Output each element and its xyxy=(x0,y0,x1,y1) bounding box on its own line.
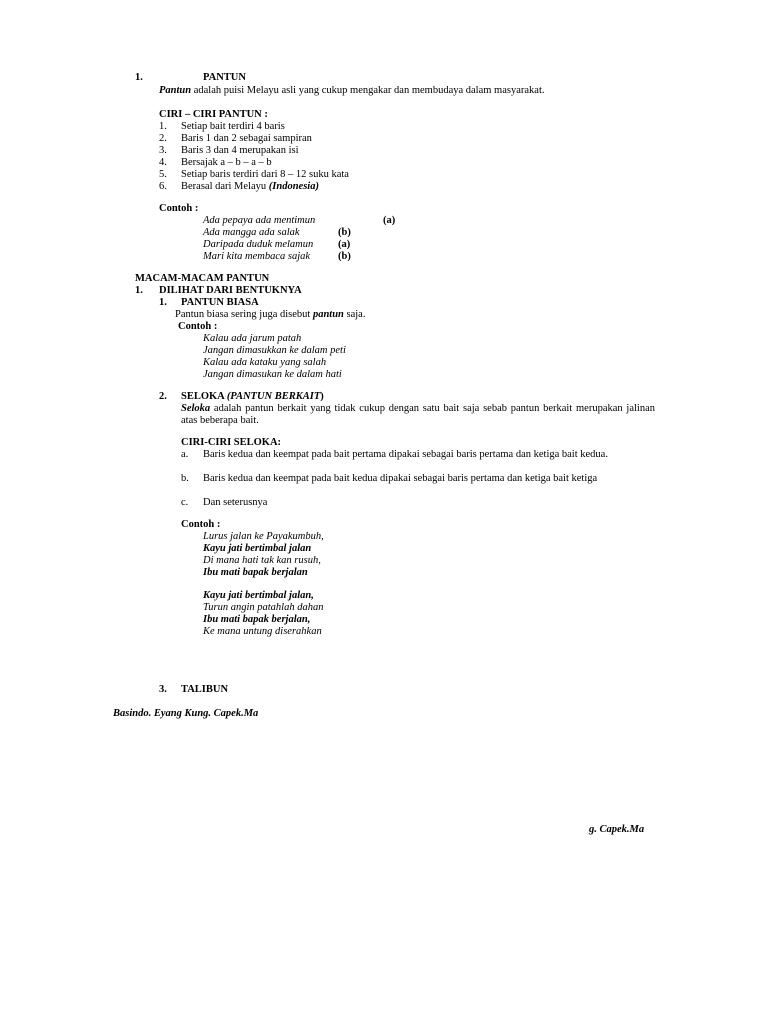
ciri-item-num: 1. xyxy=(159,121,167,132)
seloka-ciri-text: Baris kedua dan keempat pada bait kedua dipakai sebagai baris pertama dan ketiga bait ketiga xyxy=(203,473,598,484)
biasa-desc-term: pantun xyxy=(312,309,344,320)
ciri-item-text: Baris 3 dan 4 merupakan isi xyxy=(181,145,299,156)
seloka-ciri-text: Dan seterusnya xyxy=(203,497,268,508)
seloka-desc-term: Seloka xyxy=(181,403,211,414)
macam-heading: MACAM-MACAM PANTUN xyxy=(135,273,270,284)
seloka-number: 2. xyxy=(159,391,167,402)
biasa-line: Jangan dimasukkan ke dalam peti xyxy=(203,345,346,356)
ciri-item-text-extra: (Indonesia) xyxy=(268,181,319,192)
pantun-line: Ada mangga ada salak xyxy=(203,227,300,238)
macam-sub-number: 1. xyxy=(135,285,143,296)
seloka-ciri-text: Baris kedua dan keempat pada bait pertama dipakai sebagai baris pertama dan ketiga bait kedua. xyxy=(203,449,608,460)
biasa-line: Kalau ada jarum patah xyxy=(203,333,302,344)
biasa-number: 1. xyxy=(159,297,167,308)
ciri-item-num: 3. xyxy=(159,145,167,156)
ciri-item-num: 4. xyxy=(159,157,167,168)
biasa-desc-pre: Pantun biasa sering juga disebut xyxy=(175,309,313,320)
ciri-item-num: 2. xyxy=(159,133,167,144)
ciri-item-text: Setiap bait terdiri 4 baris xyxy=(181,121,285,132)
rhyme-tag: (b) xyxy=(338,227,351,238)
ciri-item-text-main: Berasal dari Melayu xyxy=(181,181,269,192)
seloka-ciri-num: c. xyxy=(181,497,189,508)
seloka-title-close: ) xyxy=(320,391,324,402)
seloka-ciri-heading: CIRI-CIRI SELOKA: xyxy=(181,437,282,448)
seloka-line: Lurus jalan ke Payakumbuh, xyxy=(203,531,324,542)
intro-paragraph xyxy=(159,85,545,97)
biasa-desc xyxy=(175,309,365,321)
biasa-desc-post: saja. xyxy=(343,309,366,320)
intro-text: adalah puisi Melayu asli yang cukup mengakar dan membudaya dalam masyarakat. xyxy=(191,85,545,96)
seloka-line: Ke mana untung diserahkan xyxy=(203,626,322,637)
seloka-line: Kayu jati bertimbal jalan, xyxy=(203,590,314,601)
seloka-title-italic: (PANTUN BERKAIT xyxy=(226,391,321,402)
seloka-ciri-num: b. xyxy=(181,473,189,484)
ciri-item-num: 6. xyxy=(159,181,167,192)
seloka-desc-text: adalah pantun berkait yang tidak cukup dengan satu bait saja sebab pantun berkait merupakan jalinan atas beberapa bait. xyxy=(181,403,655,426)
seloka-line: Turun angin patahlah dahan xyxy=(203,602,324,613)
pantun-line: Mari kita membaca sajak xyxy=(203,251,311,262)
rhyme-tag: (a) xyxy=(383,215,396,226)
ciri-item-text: Baris 1 dan 2 sebagai sampiran xyxy=(181,133,312,144)
section-number: 1. xyxy=(135,72,143,83)
rhyme-tag: (a) xyxy=(338,239,351,250)
biasa-line: Kalau ada kataku yang salah xyxy=(203,357,327,368)
ciri-item-text xyxy=(181,181,319,193)
ciri-item-text: Setiap baris terdiri dari 8 – 12 suku kata xyxy=(181,169,349,180)
footer-left: Basindo. Eyang Kung. Capek.Ma xyxy=(113,708,259,719)
seloka-desc xyxy=(181,403,655,427)
seloka-line: Di mana hati tak kan rusuh, xyxy=(203,555,321,566)
seloka-line: Ibu mati bapak berjalan, xyxy=(203,614,311,625)
footer-right: g. Capek.Ma xyxy=(589,824,645,835)
seloka-title-main: SELOKA xyxy=(181,391,227,402)
talibun-title: TALIBUN xyxy=(181,684,229,695)
biasa-line: Jangan dimasukan ke dalam hati xyxy=(203,369,342,380)
talibun-number: 3. xyxy=(159,684,167,695)
section-title: PANTUN xyxy=(203,72,246,83)
seloka-ciri-num: a. xyxy=(181,449,189,460)
seloka-line: Kayu jati bertimbal jalan xyxy=(203,543,312,554)
intro-term: Pantun xyxy=(159,85,192,96)
seloka-contoh-label: Contoh : xyxy=(181,519,221,530)
seloka-line: Ibu mati bapak berjalan xyxy=(203,567,308,578)
macam-sub-title: DILIHAT DARI BENTUKNYA xyxy=(159,285,302,296)
pantun-line: Ada pepaya ada mentimun xyxy=(203,215,316,226)
seloka-title xyxy=(181,391,324,403)
biasa-contoh-label: Contoh : xyxy=(178,321,218,332)
biasa-title: PANTUN BIASA xyxy=(181,297,259,308)
pantun-line: Daripada duduk melamun xyxy=(203,239,314,250)
rhyme-tag: (b) xyxy=(338,251,351,262)
ciri-item-num: 5. xyxy=(159,169,167,180)
ciri-item-text: Bersajak a – b – a – b xyxy=(181,157,272,168)
ciri-heading: CIRI – CIRI PANTUN : xyxy=(159,109,268,120)
contoh-label: Contoh : xyxy=(159,203,199,214)
